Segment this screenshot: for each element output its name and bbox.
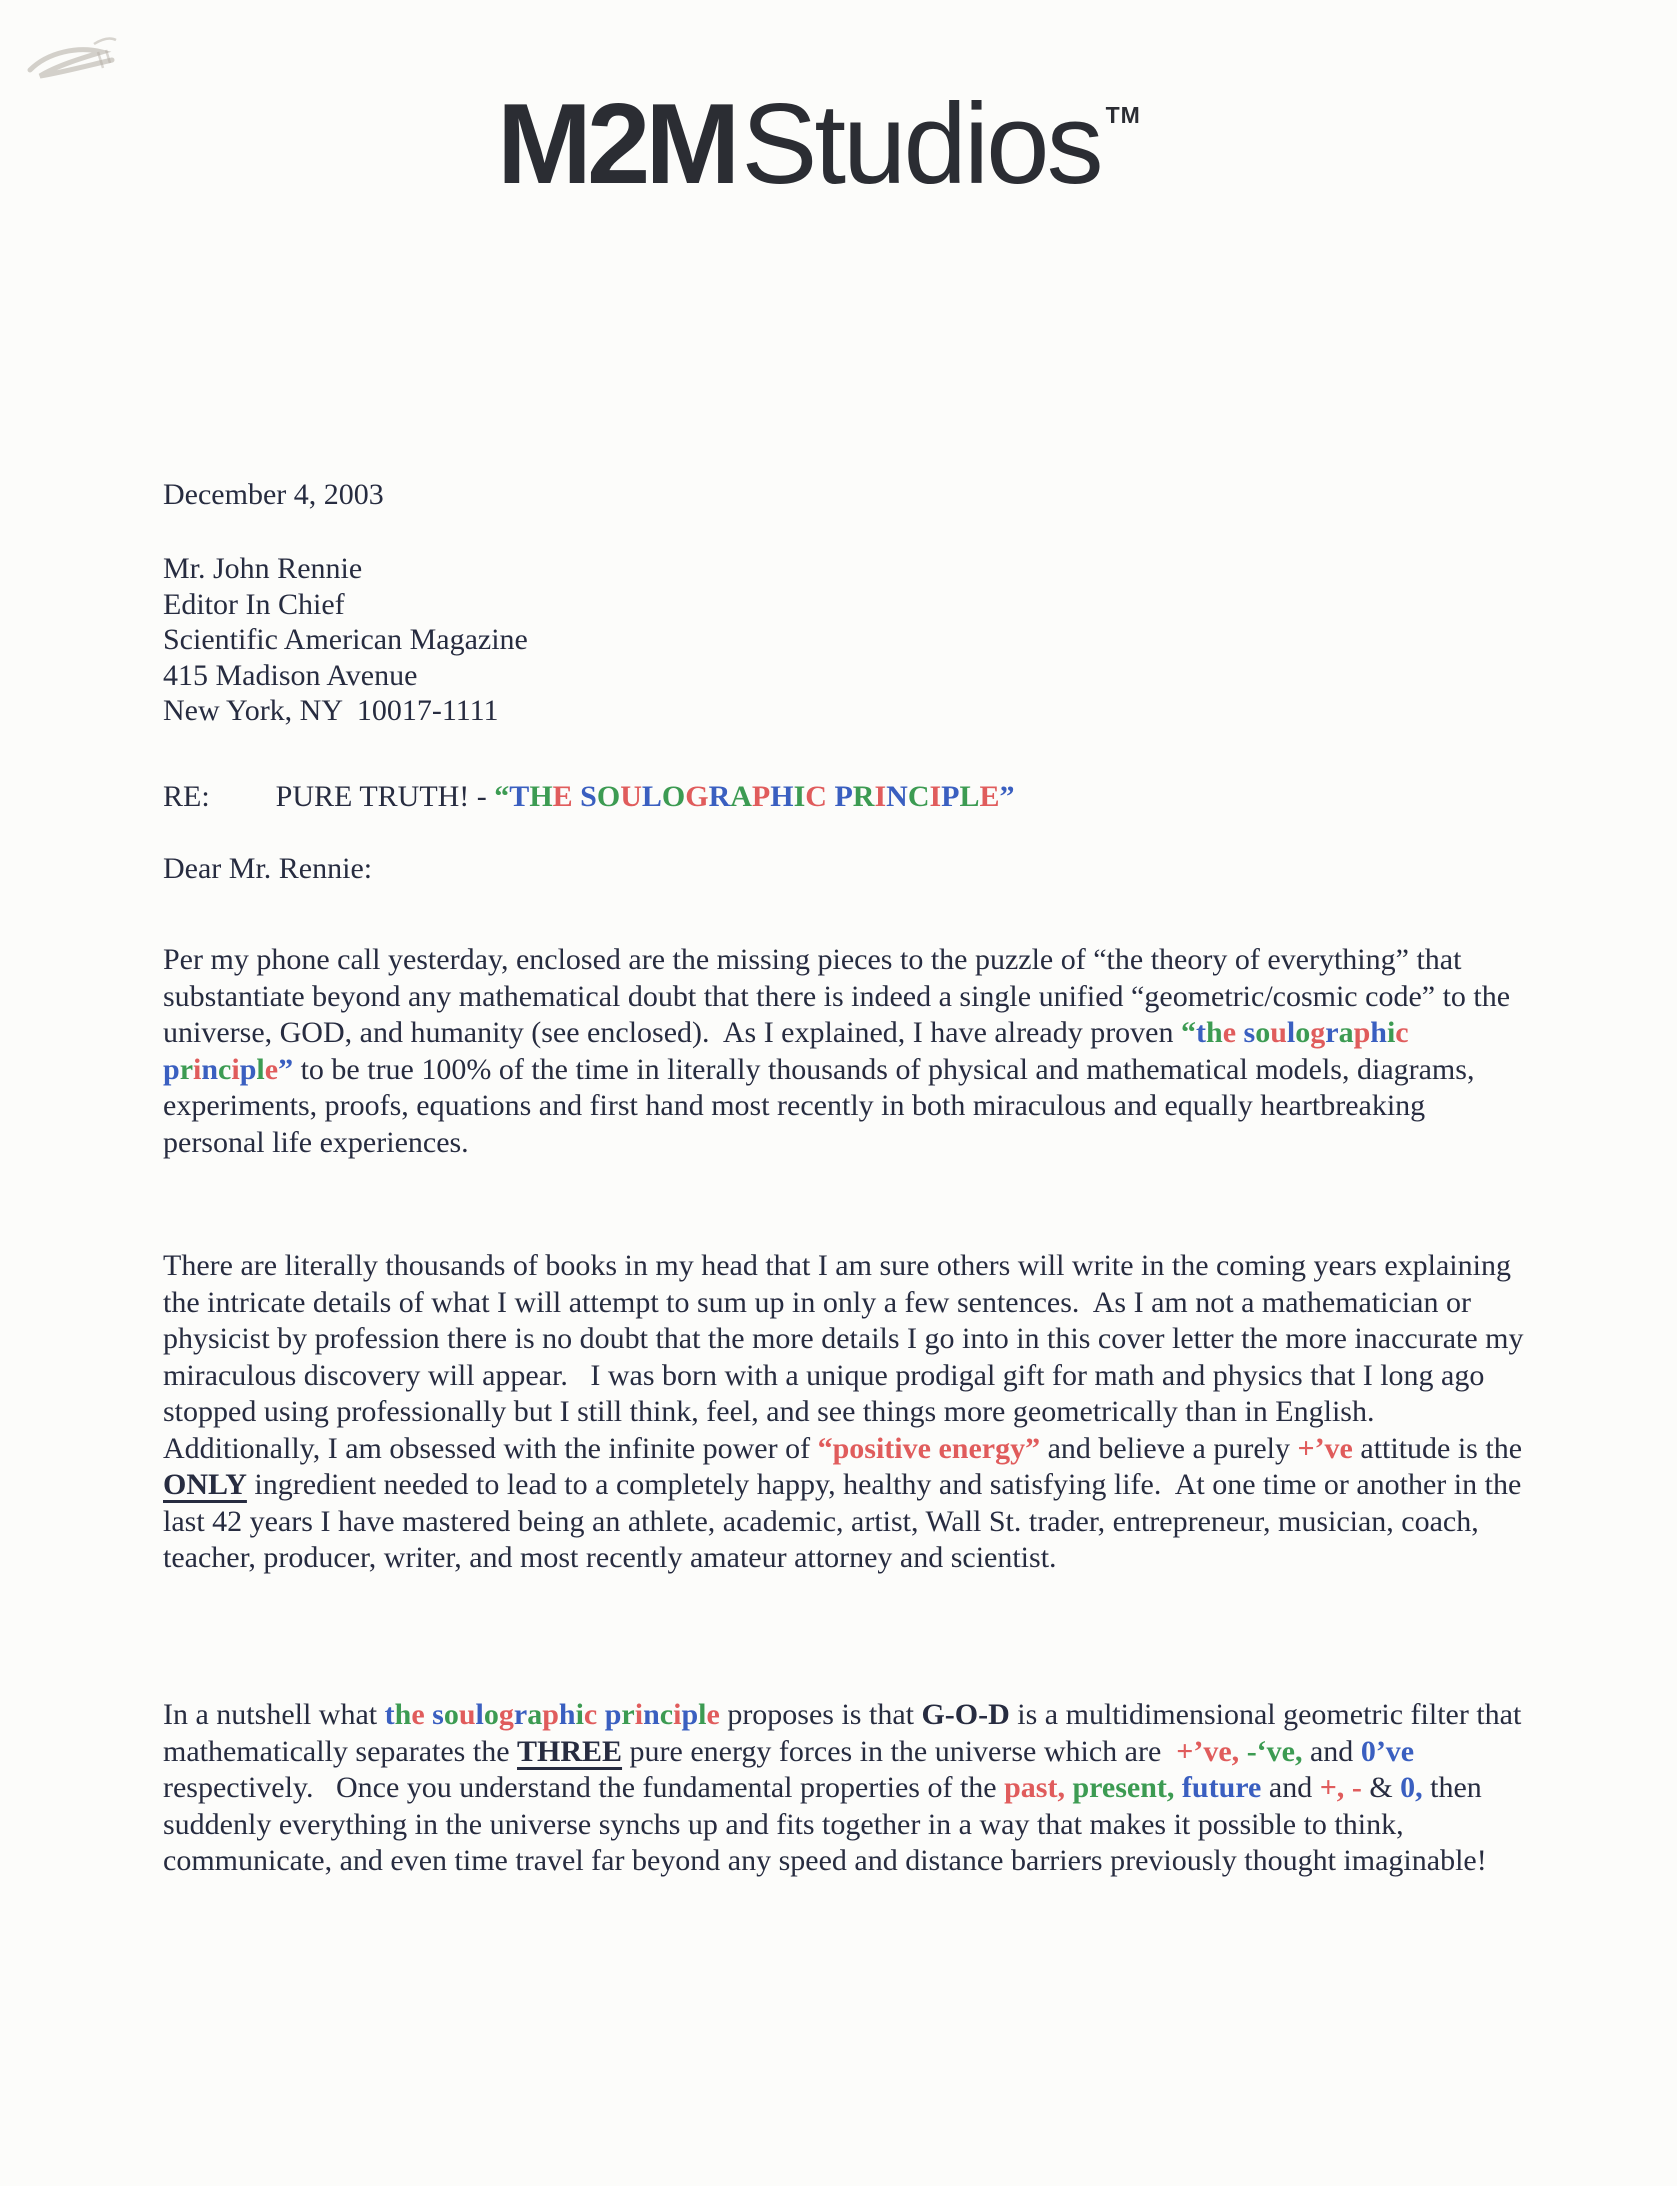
pencil-scribble-icon [22, 30, 126, 102]
recipient-address-block [163, 551, 528, 729]
trademark-symbol: TM [1105, 102, 1141, 128]
logo-bold-text: M2M [497, 81, 736, 208]
salutation: Dear Mr. Rennie: [163, 852, 373, 885]
address-line: New York, NY 10017-1111 [163, 694, 499, 727]
address-line: Scientific American Magazine [163, 623, 528, 656]
address-line: 415 Madison Avenue [163, 658, 418, 692]
subject-title-rainbow: “THE SOULOGRAPHIC PRINCIPLE” [494, 780, 1015, 813]
paragraph-1: Per my phone call yesterday, enclosed are the missing pieces to the puzzle of “the theory of everything” that substantiate beyond any mathematical doubt that there is indeed a single unified “geometric/cosmic code” to the universe, GOD, and humanity (see enclosed). As I explained, I have already proven “the soulographic principle” to be true 100% of the time in literally thousands of physical and mathematical models, diagrams, experiments, proofs, equations and first hand most recently in both miraculous and equally heartbreaking personal life experiences. [163, 943, 1518, 1159]
subject-line [163, 779, 1015, 816]
m2m-studios-logo [497, 81, 1141, 208]
subject-prefix: PURE TRUTH! - [275, 780, 495, 813]
paragraph-3: In a nutshell what the soulographic principle proposes is that G-O-D is a multidimensional geometric filter that mathematically separates the THREE pure energy forces in the universe which are +’ve, -‘ve, and 0’ve respectively. Once you understand the fundamental properties of the past, present, future and +, - & 0, then suddenly everything in the universe synchs up and fits together in a way that makes it possible to think, communicate, and even time travel far beyond any speed and distance barriers previously thought imaginable! [163, 1698, 1529, 1877]
paragraph-2: There are literally thousands of books in my head that I am sure others will write in the coming years explaining the intricate details of what I will attempt to sum up in only a few sentences. As I am not a mathematician or physicist by profession there is no doubt that the more details I go into in this cover letter the more inaccurate my miraculous discovery will appear. I was born with a unique prodigal gift for math and physics that I long ago stopped using professionally but I still think, feel, and see things more geometrically than in English. Additionally, I am obsessed with the infinite power of “positive energy” and believe a purely +’ve attitude is the ONLY ingredient needed to lead to a completely happy, healthy and satisfying life. At one time or another in the last 42 years I have mastered being an athlete, academic, artist, Wall St. trader, entrepreneur, musician, coach, teacher, producer, writer, and most recently amateur attorney and scientist. [163, 1249, 1531, 1574]
address-line: Mr. John Rennie [163, 552, 363, 585]
address-line: Editor In Chief [163, 587, 345, 621]
letter-date: December 4, 2003 [163, 478, 384, 511]
subject-label: RE: [163, 780, 210, 813]
logo-regular-text: Studios [741, 81, 1101, 208]
